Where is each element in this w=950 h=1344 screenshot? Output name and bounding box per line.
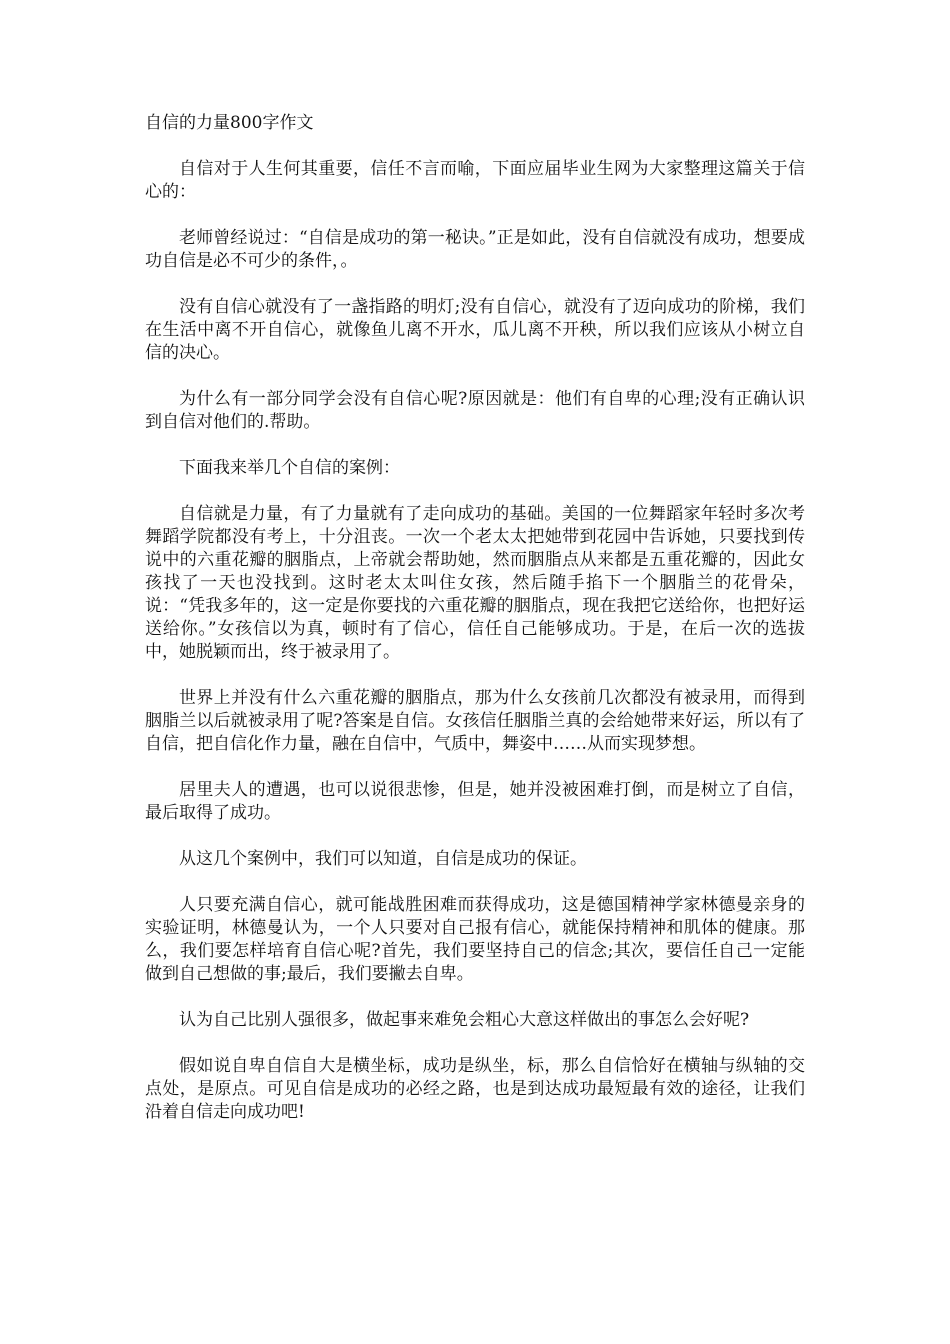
paragraph-dancer-story: 自信就是力量，有了力量就有了走向成功的基础。美国的一位舞蹈家年轻时多次考舞蹈学院都没有考上，十分沮丧。一次一个老太太把她带到花园中告诉她，只要找到传说中的六重花瓣的胭脂点，上帝就会帮助她，然而胭脂点从来都是五重花瓣的，因此女孩找了一天也没找到。这时老太太叫住女孩，然后随手掐下一个胭脂兰的花骨朵，说：“凭我多年的，这一定是你要找的六重花瓣的胭脂点，现在我把它送给你，也把好运送给你。”女孩信以为真，顿时有了信心，信任自己能够成功。于是，在后一次的选拔中，她脱颖而出，终于被录用了。 xyxy=(145,504,805,662)
paragraph-arrogance: 认为自己比别人强很多，做起事来难免会粗心大意这样做出的事怎么会好呢? xyxy=(179,1010,750,1030)
paragraph-examples-intro: 下面我来举几个自信的案例： xyxy=(179,458,400,478)
document-title: 自信的力量800字作文 xyxy=(145,113,314,133)
paragraph-lamp-ladder: 没有自信心就没有了一盏指路的明灯;没有自信心，就没有了迈向成功的阶梯，我们在生活中离不开自信心，就像鱼儿离不开水，瓜儿离不开秧，所以我们应该从小树立自信的决心。 xyxy=(145,297,805,363)
paragraph-intro: 自信对于人生何其重要，信任不言而喻，下面应届毕业生网为大家整理这篇关于信心的： xyxy=(145,159,805,202)
paragraph-teacher-quote: 老师曾经说过：“自信是成功的第一秘诀。”正是如此，没有自信就没有成功，想要成功自信是必不可少的条件，。 xyxy=(145,228,805,271)
paragraph-conclusion-cases: 从这几个案例中，我们可以知道，自信是成功的保证。 xyxy=(179,849,587,869)
paragraph-why-no-confidence: 为什么有一部分同学会没有自信心呢?原因就是：他们有自卑的心理;没有正确认识到自信对他们的.帮助。 xyxy=(145,389,805,432)
paragraph-dancer-analysis: 世界上并没有什么六重花瓣的胭脂点，那为什么女孩前几次都没有被录用，而得到胭脂兰以后就被录用了呢?答案是自信。女孩信任胭脂兰真的会给她带来好运，所以有了自信，把自信化作力量，融在自信中，气质中，舞姿中……从而实现梦想。 xyxy=(145,688,805,754)
paragraph-curie: 居里夫人的遭遇，也可以说很悲惨，但是，她并没被困难打倒，而是树立了自信，最后取得了成功。 xyxy=(145,780,805,823)
paragraph-final: 假如说自卑自信自大是横坐标，成功是纵坐，标，那么自信恰好在横轴与纵轴的交点处，是原点。可见自信是成功的必经之路，也是到达成功最短最有效的途径，让我们沿着自信走向成功吧! xyxy=(145,1056,805,1122)
paragraph-lindemann: 人只要充满自信心，就可能战胜困难而获得成功，这是德国精神学家林德曼亲身的实验证明，林德曼认为，一个人只要对自己报有信心，就能保持精神和肌体的健康。那么，我们要怎样培育自信心呢?首先，我们要坚持自己的信念;其次，要信任自己一定能做到自己想做的事;最后，我们要撇去自卑。 xyxy=(145,895,805,984)
document-page xyxy=(145,112,805,1147)
